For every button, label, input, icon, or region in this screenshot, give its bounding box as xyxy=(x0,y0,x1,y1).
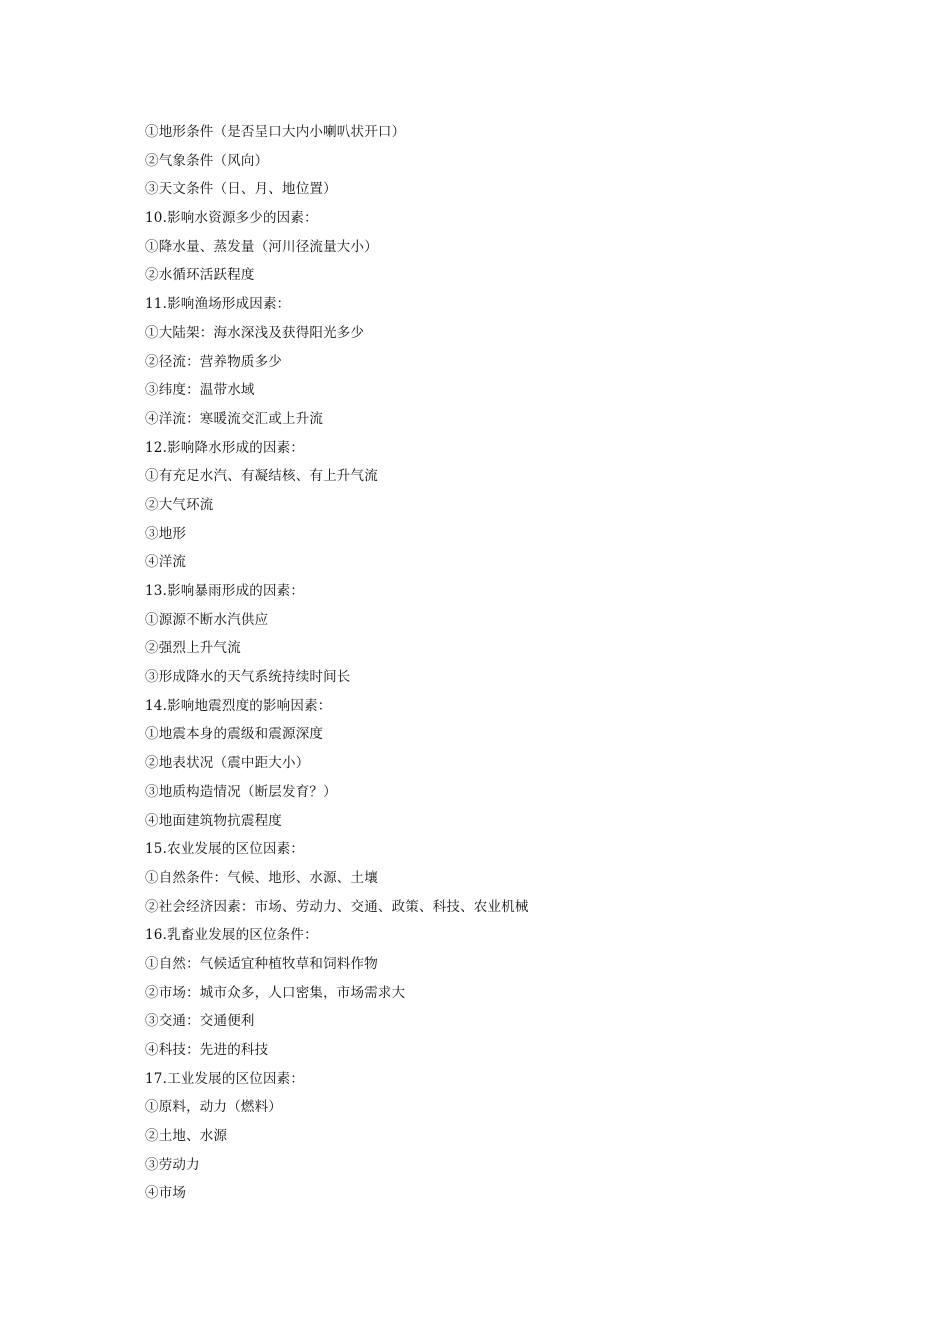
text-line: ①源源不断水汽供应 xyxy=(145,611,269,628)
text-line: ②气象条件（风向） xyxy=(145,152,269,169)
text-line: ①大陆架：海水深浅及获得阳光多少 xyxy=(145,324,365,341)
text-line: ③劳动力 xyxy=(145,1156,200,1173)
text-line: ③纬度：温带水域 xyxy=(145,382,255,399)
text-line: ④市场 xyxy=(145,1185,187,1202)
section-heading: 17.工业发展的区位因素： xyxy=(145,1070,305,1087)
document-body xyxy=(145,118,845,1208)
text-line: ①原料，动力（燃料） xyxy=(145,1099,282,1116)
text-line: ②径流：营养物质多少 xyxy=(145,353,282,370)
text-line: ①地形条件（是否呈口大内小喇叭状开口） xyxy=(145,124,406,140)
text-line: ①地震本身的震级和震源深度 xyxy=(145,726,324,743)
text-line: ①降水量、蒸发量（河川径流量大小） xyxy=(145,238,378,255)
text-line: ④地面建筑物抗震程度 xyxy=(145,812,282,829)
text-line: ③交通：交通便利 xyxy=(145,1013,255,1030)
text-line: ②水循环活跃程度 xyxy=(145,267,255,284)
text-line: ②社会经济因素：市场、劳动力、交通、政策、科技、农业机械 xyxy=(145,898,529,915)
text-line: ③天文条件（日、月、地位置） xyxy=(145,181,337,198)
section-heading: 11.影响渔场形成因素： xyxy=(145,296,291,313)
section-heading: 16.乳畜业发展的区位条件： xyxy=(145,927,318,944)
text-line: ③地质构造情况（断层发育？） xyxy=(145,783,337,800)
text-line: ④科技：先进的科技 xyxy=(145,1042,269,1058)
text-line: ①自然：气候适宜种植牧草和饲料作物 xyxy=(145,955,378,972)
text-line: ②土地、水源 xyxy=(145,1128,228,1145)
section-heading: 10.影响水资源多少的因素： xyxy=(145,210,318,227)
section-heading: 14.影响地震烈度的影响因素： xyxy=(145,697,332,714)
text-line: ③形成降水的天气系统持续时间长 xyxy=(145,669,351,686)
text-line: ②大气环流 xyxy=(145,496,214,513)
text-line: ①自然条件：气候、地形、水源、土壤 xyxy=(145,869,378,886)
section-heading: 15.农业发展的区位因素： xyxy=(145,841,305,858)
text-line: ①有充足水汽、有凝结核、有上升气流 xyxy=(145,468,378,485)
section-heading: 13.影响暴雨形成的因素： xyxy=(145,583,305,599)
text-line: ②地表状况（震中距大小） xyxy=(145,755,310,772)
text-line: ②强烈上升气流 xyxy=(145,640,241,657)
text-line: ④洋流：寒暖流交汇或上升流 xyxy=(145,410,324,427)
text-line: ③地形 xyxy=(145,525,187,542)
section-heading: 12.影响降水形成的因素： xyxy=(145,439,305,456)
text-line: ②市场：城市众多，人口密集，市场需求大 xyxy=(145,984,406,1001)
text-line: ④洋流 xyxy=(145,554,187,571)
